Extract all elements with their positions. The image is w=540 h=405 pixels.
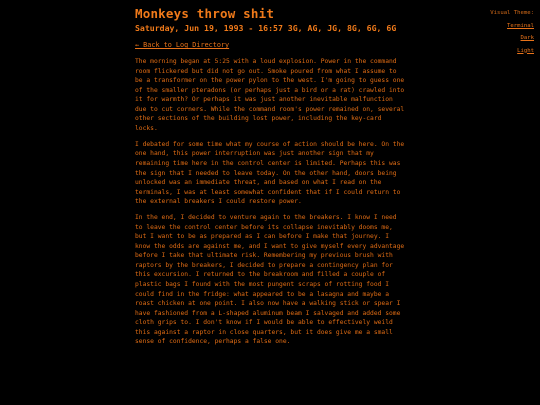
theme-option-dark[interactable]: Dark [520, 35, 534, 41]
entry-dateline: Saturday, Jun 19, 1993 - 16:57 3G, AG, JG, 8G, 6G, 6G [135, 23, 397, 33]
page-title: Monkeys throw shit [135, 6, 275, 21]
theme-label: Visual Theme: [490, 10, 534, 16]
entry-paragraph: In the end, I decided to venture again to the breakers. I know I need to leave the control center before its collapse inevitably dooms me, but I want to be as prepared as I can before I make that journey. I know the odds are against me, and I want to give myself every advantage before I take that ultimate risk. Remembering my previous brush with raptors by the breakers, I decided to prepare a contingency plan for this excursion. I returned to the breakroom and filled a couple of plastic bags I found with the most pungent scraps of rotting food I could find in the fridge: what appeared to be a lasagna and maybe a roast chicken at one point. I also now have a walking stick or spear I have fashioned from a L-shaped aluminum beam I salvaged and added some cloth grips to. I don't know if I would be able to effectively weild this against a raptor in close quarters, but it does give me a small sense of confidence, perhaps a false one. [135, 214, 405, 346]
theme-option-light[interactable]: Light [517, 47, 534, 54]
log-entry-page [135, 0, 407, 405]
theme-option-terminal[interactable]: Terminal [507, 22, 534, 29]
entry-paragraph: I debated for some time what my course of action should be here. On the one hand, this power interruption was just another sign that my remaining time here in the control center is limited. Perhaps this was the sign that I needed to leave today. On the other hand, doors being unlocked was an immediate threat, and based on what I read on the terminals, I was at least somewhat confident that if I could return to the external breakers I could restore power. [135, 140, 405, 206]
theme-selector [464, 7, 534, 57]
entry-paragraph: The morning began at 5:25 with a loud explosion. Power in the command room flickered but did not go out. Smoke poured from what I assume to be a transformer on the power pylon to the west. I'm going to guess one of the smaller pteradons (or perhaps just a bird or a rat) crawled into it for warmth? Or perhaps it was just another inevitable malfunction due to cut corners. While the command room's power remained on, several other sections of the building lost power, including the key-card locks. [135, 58, 405, 132]
entry-body [135, 57, 407, 353]
back-to-log-directory-link[interactable]: ← Back to Log Directory [135, 41, 230, 49]
